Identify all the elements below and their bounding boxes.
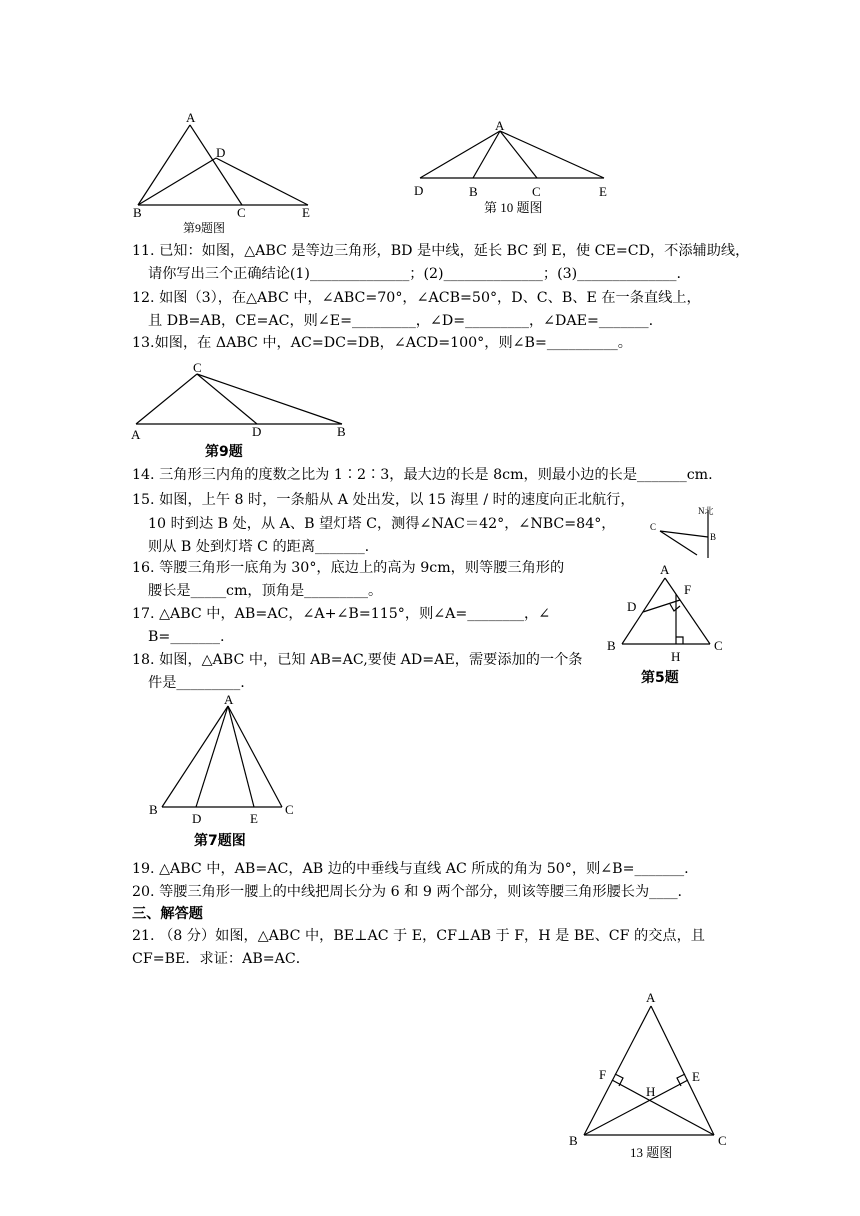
fig9a-label-D: D [216,145,226,160]
question-16-line-2: 腰长是_____cm，顶角是_________。 [148,583,383,599]
fig7-label-E: E [250,811,258,826]
fig9b-label-A: A [131,427,141,442]
section-3-heading: 三、解答题 [132,906,203,922]
question-13: 13.如图，在 ΔABC 中，AC=DC=DB，∠ACD=100°，则∠B=__________。 [132,335,632,351]
question-20: 20. 等腰三角形一腰上的中线把周长分为 6 和 9 两个部分，则该等腰三角形腰长为____. [132,884,683,900]
fig15-label-north: N北 [698,506,714,516]
fig15-label-B: B [710,532,717,542]
question-15-line-2: 10 时到达 B 处，从 A、B 望灯塔 C，测得∠NAC＝42°，∠NBC=84°， [148,516,616,532]
fig10-label-B: B [469,184,478,199]
figure-15 [660,510,708,558]
figure-9b [136,374,342,424]
fig13-label-A: A [646,990,656,1005]
fig10-caption: 第 10 题图 [484,200,543,215]
fig5-label-H: H [671,649,681,664]
figure-7 [162,706,282,807]
fig13-label-F: F [599,1067,607,1082]
fig13-label-B: B [569,1133,578,1148]
question-17-line-1: 17. △ABC 中，AB=AC，∠A+∠B=115°，则∠A=________，∠ [132,606,551,622]
fig9b-label-C: C [193,360,202,375]
fig13-label-C: C [718,1133,727,1148]
fig7-label-D: D [192,811,202,826]
figure-10 [420,131,604,178]
fig9a-label-B: B [133,205,142,220]
fig15-label-C: C [650,522,657,532]
question-18-line-1: 18. 如图，△ABC 中，已知 AB=AC,要使 AD=AE，需要添加的一个条 [132,652,583,668]
fig7-caption: 第7题图 [194,833,246,849]
fig13-label-E: E [692,1069,700,1084]
fig5-label-F: F [684,582,692,597]
question-12-line-2: 且 DB=AB，CE=AC，则∠E=_________，∠D=_________，∠DAE=_______. [148,313,654,329]
fig9a-label-E: E [302,205,310,220]
question-19: 19. △ABC 中，AB=AC，AB 边的中垂线与直线 AC 所成的角为 50°，则∠B=_______. [132,861,689,877]
fig13-caption: 13 题图 [630,1145,673,1160]
fig9a-caption: 第9题图 [183,221,226,235]
fig9b-label-B: B [337,424,346,439]
question-21-line-1: 21. （8 分）如图，△ABC 中，BE⊥AC 于 E，CF⊥AB 于 F，H 是 BE、CF 的交点，且 [132,928,705,944]
fig10-label-C: C [532,184,541,199]
question-15-line-3: 则从 B 处到灯塔 C 的距离_______. [148,539,370,555]
figure-9a [138,125,308,205]
fig7-label-B: B [149,802,158,817]
fig5-label-A: A [660,562,670,577]
fig9b-label-D: D [252,424,262,439]
question-15-line-1: 15. 如图，上午 8 时，一条船从 A 处出发，以 15 海里 / 时的速度向正北航行， [132,492,635,508]
fig10-label-A: A [495,118,505,133]
fig10-label-D: D [414,183,424,198]
question-14: 14. 三角形三内角的度数之比为 1∶2∶3，最大边的长是 8cm，则最小边的长是_______cm. [132,467,713,483]
fig13-label-H: H [646,1084,656,1099]
fig7-label-A: A [224,692,234,707]
question-11-line-1: 11. 已知：如图，△ABC 是等边三角形，BD 是中线，延长 BC 到 E，使 CE=CD，不添辅助线， [132,243,750,259]
question-18-line-2: 件是_________. [148,675,245,691]
fig5-label-D: D [627,599,637,614]
fig7-label-C: C [285,802,294,817]
question-11-line-2: 请你写出三个正确结论(1)______________；(2)______________；(3)______________. [148,266,681,282]
fig5-label-B: B [607,638,616,653]
fig9b-caption: 第9题 [205,444,243,460]
question-17-line-2: B=_______. [148,629,225,645]
question-21-line-2: CF=BE．求证：AB=AC． [132,951,310,967]
fig9a-label-C: C [237,205,246,220]
fig5-label-C: C [714,638,723,653]
fig9a-label-A: A [186,110,196,125]
fig5-caption: 第5题 [641,670,679,686]
question-16-line-1: 16. 等腰三角形一底角为 30°，底边上的高为 9cm，则等腰三角形的 [132,560,565,576]
question-12-line-1: 12. 如图（3），在△ABC 中，∠ABC=70°，∠ACB=50°，D、C、B、E 在一条直线上， [132,290,701,306]
fig10-label-E: E [599,184,607,199]
